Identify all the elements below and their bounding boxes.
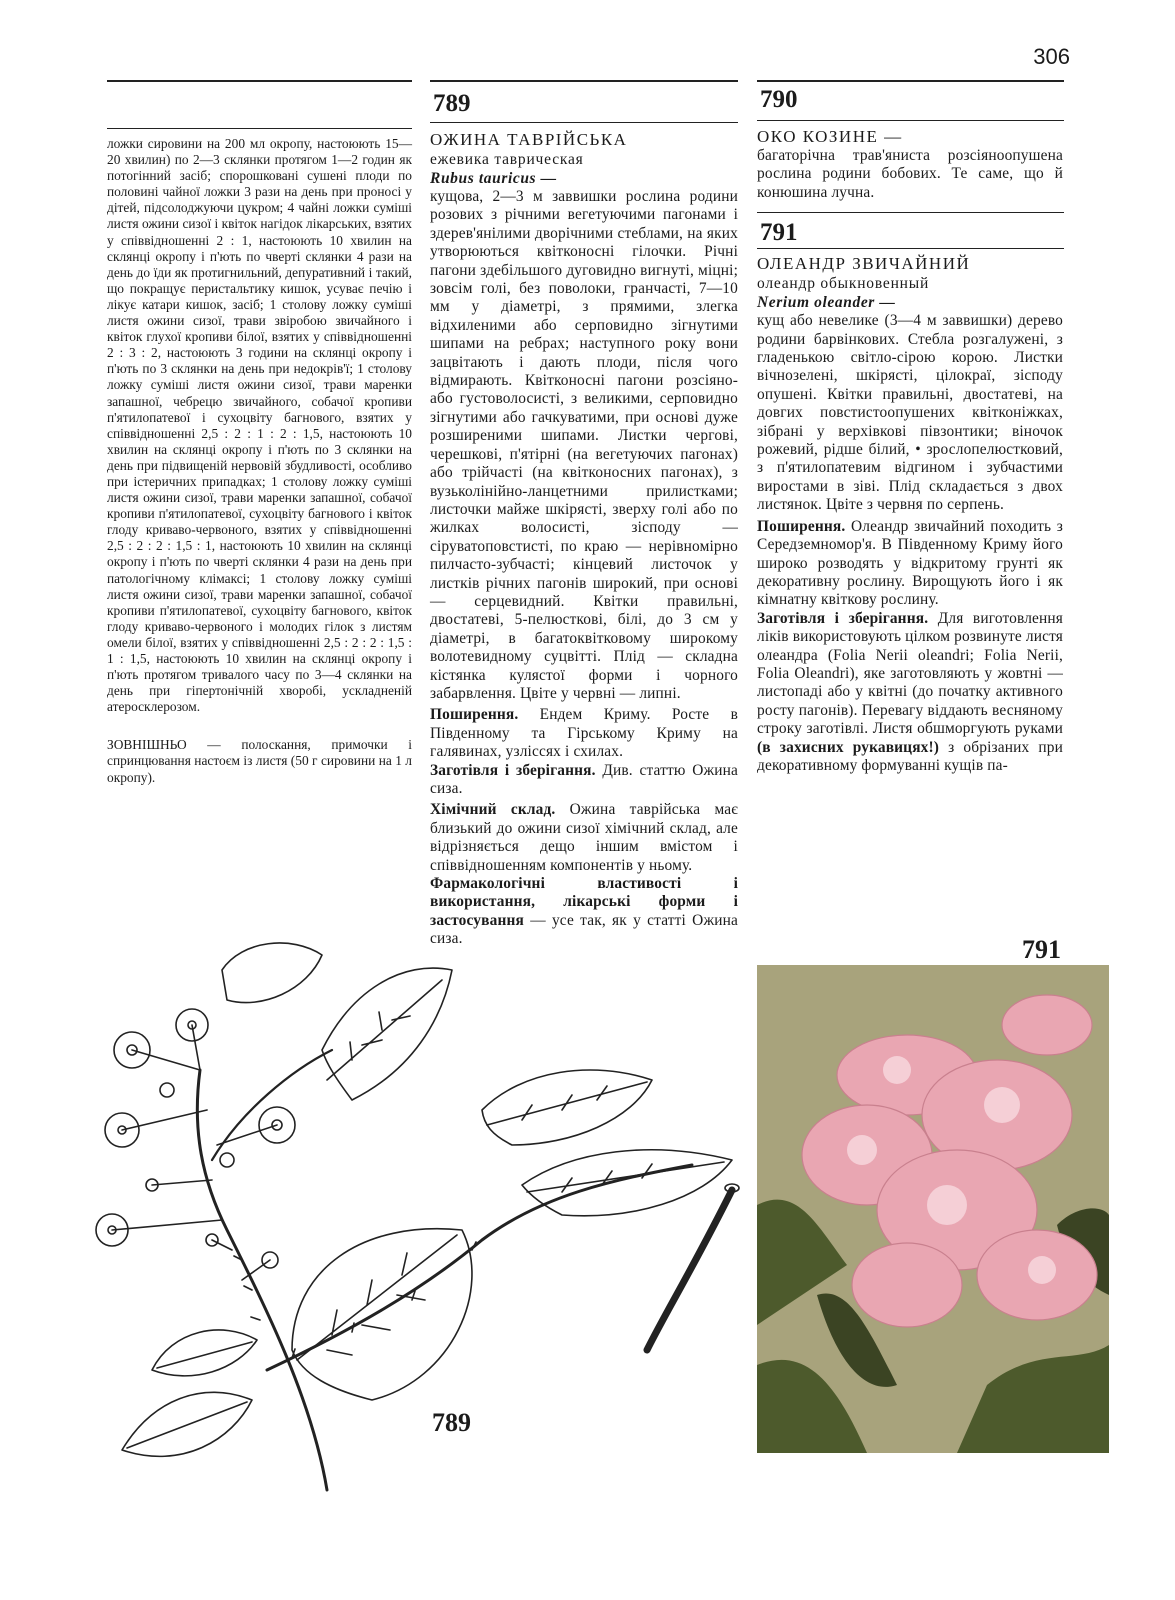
stem-main xyxy=(197,1070,327,1490)
right-column xyxy=(757,127,1063,775)
entry-789-chemistry xyxy=(430,801,738,875)
entry-790-description: багаторічна трав'яниста розсіяноопушена рослина родини бобових. Те саме, що й конюшина лучна. xyxy=(757,147,1063,201)
entry-789-harvest-label: Заготівля і зберігання. xyxy=(430,761,596,779)
entry-791-latin-name: Nerium oleander — xyxy=(757,294,896,312)
entry-791-title: ОЛЕАНДР ЗВИЧАЙНИЙ xyxy=(757,254,971,274)
entry-791-harvest-text-b: з обрізаних при декоративному формуванні кущів па- xyxy=(757,738,1063,774)
leaf-left-2 xyxy=(152,1330,257,1376)
rule-mid-top xyxy=(430,80,738,82)
petal-highlight-5 xyxy=(1028,1256,1056,1284)
petal-highlight-1 xyxy=(883,1056,911,1084)
entry-789-russian-name: ежевика таврическая xyxy=(430,151,584,168)
entry-789-latin-name: Rubus tauricus — xyxy=(430,170,557,187)
entry-791-description: кущ або невелике (3—4 м заввишки) дерево родини барвінкових. Стебла розгалужені, з гладенькою світло-сірою корою. Листки вічнозелені, шкірясті, цілокраї, зісподу опушені. Квітки правильні, двостатеві, на довгих повстистоопушених квітконіжках, зібрані у верхівкові півзонтики; віночок рожевий, рідше білий, • зрослопелюстковий, з п'ятилопатевим відгином і зубчастими виростами в зіві. Плід складається з двох листянок. Цвіте з червня по серпень. xyxy=(757,312,1063,514)
entry-789-number: 789 xyxy=(433,90,471,117)
entry-789-harvest-text: Див. статтю Ожина сиза. xyxy=(430,761,738,797)
page-number: 306 xyxy=(1033,44,1070,69)
petal-highlight-4 xyxy=(847,1135,877,1165)
entry-789-chem-label: Хімічний склад. xyxy=(430,801,556,819)
rule-left-top xyxy=(107,80,412,82)
leaf-right-2 xyxy=(522,1150,732,1216)
entry-790-title: ОКО КОЗИНЕ — xyxy=(757,127,903,146)
entry-789-title: ОЖИНА ТАВРІЙСЬКА xyxy=(430,130,628,149)
entry-789-chem-text: Ожина таврійська має близький до ожини сизої хімічний склад, але відрізняється дещо іншим вмістом і співвідношенням компонентів у ньому. xyxy=(430,801,739,874)
entry-789-distribution-label: Поширення. xyxy=(430,706,519,724)
flower-stalks xyxy=(112,1025,277,1280)
rule-right-top xyxy=(757,80,1064,82)
flower-cluster-7 xyxy=(1002,995,1092,1055)
leaf-right-1 xyxy=(482,1070,652,1145)
petal-highlight-2 xyxy=(984,1087,1020,1123)
photo-figure-label: 791 xyxy=(1022,935,1061,964)
leaf-upper-left xyxy=(222,943,322,1003)
bud-1 xyxy=(160,1083,174,1097)
entry-789-distribution-text: Ендем Криму. Росте в Південному та Гірському Криму на галявинах, узліссях і схилах. xyxy=(430,706,738,761)
entry-791-russian-name: олеандр обыкновенный xyxy=(757,275,930,293)
rule-left-top-2 xyxy=(107,128,412,129)
leaf-left-1-vein xyxy=(127,1402,247,1448)
left-external-use: ЗОВНІШНЬО — полоскання, примочки і спринцювання настоєм із листя (50 г сировини на 1 л окропу). xyxy=(107,737,412,785)
entry-791-harvest xyxy=(757,610,1063,776)
entry-791-harvest-label: Заготівля і зберігання. xyxy=(757,609,929,627)
stem-upper xyxy=(212,1050,332,1160)
cut-stem xyxy=(647,1190,732,1350)
spacer-791 xyxy=(757,202,1063,254)
stem-branch xyxy=(267,1165,692,1370)
left-column xyxy=(107,136,412,786)
entry-789-description: кущова, 2—3 м заввишки рослина родини розових з річними вегетуючими пагонами і здерев'янілими дворічними стеблами, на яких утворюються квітконосні гілочки. Річні пагони здебільшого дуговидно вигнуті, міцні; зовсім голі, без поволоки, гранчасті, 7—10 мм у діаметрі, з прямими, злегка відхиленими або серповидно зігнутими шипами на ребрах; наступного року вони зацвітають і дають плоди, після чого відмирають. Квітконосні пагони розсіяно- або густоволосисті, з великими, серповидно зігнутими або гачкуватими, при основі дуже розширеними шипами. Листки чергові, черешкові, п'ятірні (на вегетуючих пагонах) або трійчасті (на квітконосних пагонах), з вузьколінійно-ланцетними прилистками; листочки майже шкірясті, зверху голі або по жилках волосисті, зісподу — сіруватоповстисті, по краю — нерівномірно пилчасто-зубчасті; кінцевий листочок у листків річних пагонів широкий, при основі — серцевидний. Квітки правильні, двостатеві, 5-пелюсткові, білі, до 3 см у діаметрі, в багатоквітковому широкому волотевидному суцвітті. Плід — складна кістянка кулястої форми і чорного забарвлення. Цвіте у червні — липні. xyxy=(430,188,738,702)
entry-791-distribution-text: Олеандр звичайний походить з Середземномор'я. В Південному Криму його широко розводять у відкритому грунті як декоративну рослину. Вирощують його і як кімнатну квіткову рослину. xyxy=(757,517,1063,609)
leaf-top-vein xyxy=(327,980,442,1080)
entry-789-pharm-text: — усе так, як у статті Ожина сиза. xyxy=(430,911,738,948)
flower-cluster-6 xyxy=(852,1243,962,1327)
entry-791-distribution xyxy=(757,518,1063,610)
entry-789 xyxy=(430,130,738,949)
leaf-lower xyxy=(292,1229,472,1400)
oleander-photo xyxy=(757,965,1109,1453)
bramble-drawing xyxy=(92,930,762,1518)
entry-791-harvest-text-a: Для виготовлення ліків використовують цілком розвинуте листя олеандра (Folia Nerii oleandri; Folia Nerii, Folia Oleandri), яке заготовляють у жовтні — листопаді або у квітні (до початку активного росту пагонів). Перевагу віддають весняному строку заготівлі. Листя обшморгують руками xyxy=(757,609,1064,738)
left-continuation-text: ложки сировини на 200 мл окропу, настоюють 15—20 хвилин) по 2—3 склянки протягом 1—2 годин як потогінний засіб; спорошковані сушені плоди по половині чайної ложки 3 рази на день при проносі у дітей, підсолоджуючи цукром; 4 чайні ложки суміші листя ожини сизої і квіток нагідок лікарських, взятих у співвідношенні 2 : 1, настоюють 10 хвилин на склянці окропу і п'ють по чверті склянки 4 рази на день до їди як протигнильний, депуративний і такий, що покращує перистальтику кишок, усуває печію і лікує катари кишок, засіб; 1 столову ложку суміші листя ожини сизої, трави звіробою звичайного і квіток глухої кропиви білої, взятих у співвідношенні 2 : 3 : 2, настоюють 3 години на склянці окропу і п'ють по 3 склянки на день при недокрів'ї; 1 столову ложку суміші листя ожини сизої, трави маренки запашної, чебрецю звичайного, собачої кропиви п'ятилопатевої і сухоцвіту багнового, взятих у співвідношенні 2,5 : 2 : 1 : 2 : 1,5, настоюють 10 хвилин на склянці окропу і п'ють по 3 склянки на день при підвищеній нервовій збудливості, особливо при істеричних припадках; 1 столову ложку суміші листя ожини сизої, трави маренки запашної, собачої кропиви п'ятилопатевої, сухоцвіту багнового і квіток глоду криваво-червоного, взятих у співвідношенні 2,5 : 2 : 2 : 1,5 : 1, настоюють 10 хвилин на склянці окропу і п'ють по чверті склянки 4 рази на день при патологічному клімаксі; 1 столову ложку суміші листя ожини сизої, трави маренки запашної, собачої кропиви п'ятилопатевої, сухоцвіту багнового, квіток глоду криваво-червоного і молодих гілок з листям омели білої, взятих у співвідношенні 2,5 : 2 : 2 : 1,5 : 1 : 1,5, настоюють 10 хвилин на склянці окропу і п'ють протягом тривалого часу по 3—4 склянки на день при гіпертонічній хворобі, ускладненій атеросклерозом. xyxy=(107,136,412,715)
entry-789-harvest xyxy=(430,762,738,799)
drawing-figure-label: 789 xyxy=(432,1408,471,1437)
entry-791-distribution-label: Поширення. xyxy=(757,517,846,535)
rule-mid-top-2 xyxy=(430,122,738,123)
bud-2 xyxy=(220,1153,234,1167)
entry-791-harvest-bold: (в захисних рукавицях!) xyxy=(757,738,940,756)
entry-791-number: 791 xyxy=(760,219,798,246)
entry-789-distribution xyxy=(430,706,738,761)
entry-789-pharm-label: Фармакологічні властивості і використання, лікарські форми і застосування xyxy=(430,875,738,929)
leaf-lower-vein xyxy=(297,1235,457,1360)
entry-790-number: 790 xyxy=(760,86,798,113)
rule-right-top-2 xyxy=(757,120,1064,121)
petal-highlight-3 xyxy=(927,1185,967,1225)
